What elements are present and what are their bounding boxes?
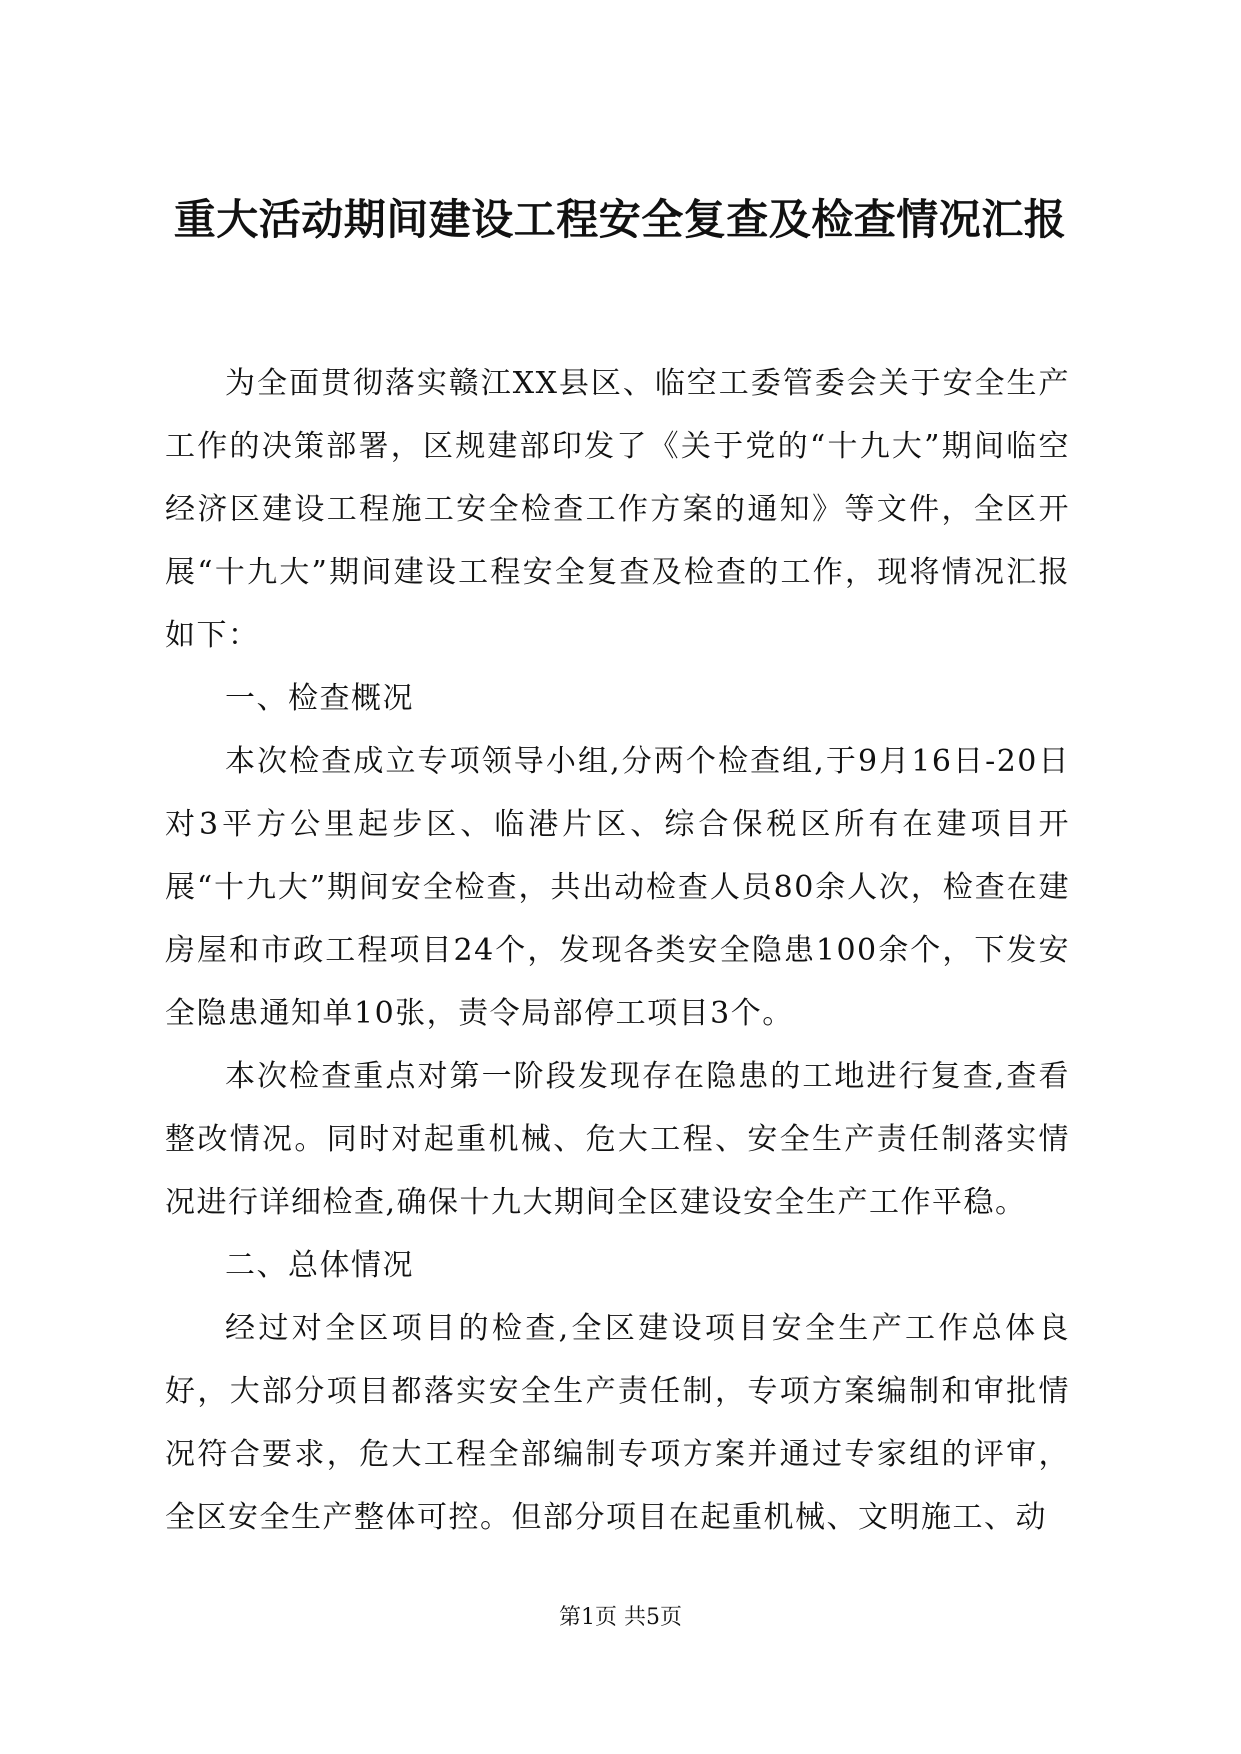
document-body (165, 352, 1070, 1549)
inspection-focus-paragraph: 本次检查重点对第一阶段发现存在隐患的工地进行复查,查看整改情况。同时对起重机械、危大工程、安全生产责任制落实情况进行详细检查,确保十九大期间全区建设安全生产工作平稳。 (165, 1059, 1070, 1220)
inspection-overview-paragraph: 本次检查成立专项领导小组,分两个检查组,于9月16日-20日对3平方公里起步区、临港片区、综合保税区所有在建项目开展“十九大”期间安全检查，共出动检查人员80余人次，检查在建房屋和市政工程项目24个，发现各类安全隐患100余个，下发安全隐患通知单10张，责令局部停工项目3个。 (165, 744, 1070, 1031)
intro-paragraph: 为全面贯彻落实赣江XX县区、临空工委管委会关于安全生产工作的决策部署，区规建部印发了《关于党的“十九大”期间临空经济区建设工程施工安全检查工作方案的通知》等文件，全区开展“十九大”期间建设工程安全复查及检查的工作，现将情况汇报如下： (165, 366, 1070, 653)
document-title: 重大活动期间建设工程安全复查及检查情况汇报 (173, 195, 1067, 244)
overall-situation-paragraph: 经过对全区项目的检查,全区建设项目安全生产工作总体良好，大部分项目都落实安全生产责任制，专项方案编制和审批情况符合要求，危大工程全部编制专项方案并通过专家组的评审，全区安全生产整体可控。但部分项目在起重机械、文明施工、动 (165, 1311, 1070, 1535)
section-heading-overall-situation: 二、总体情况 (225, 1248, 414, 1283)
section-heading-inspection-overview: 一、检查概况 (225, 681, 414, 716)
page-footer: 第1页 共5页 (559, 1605, 682, 1630)
